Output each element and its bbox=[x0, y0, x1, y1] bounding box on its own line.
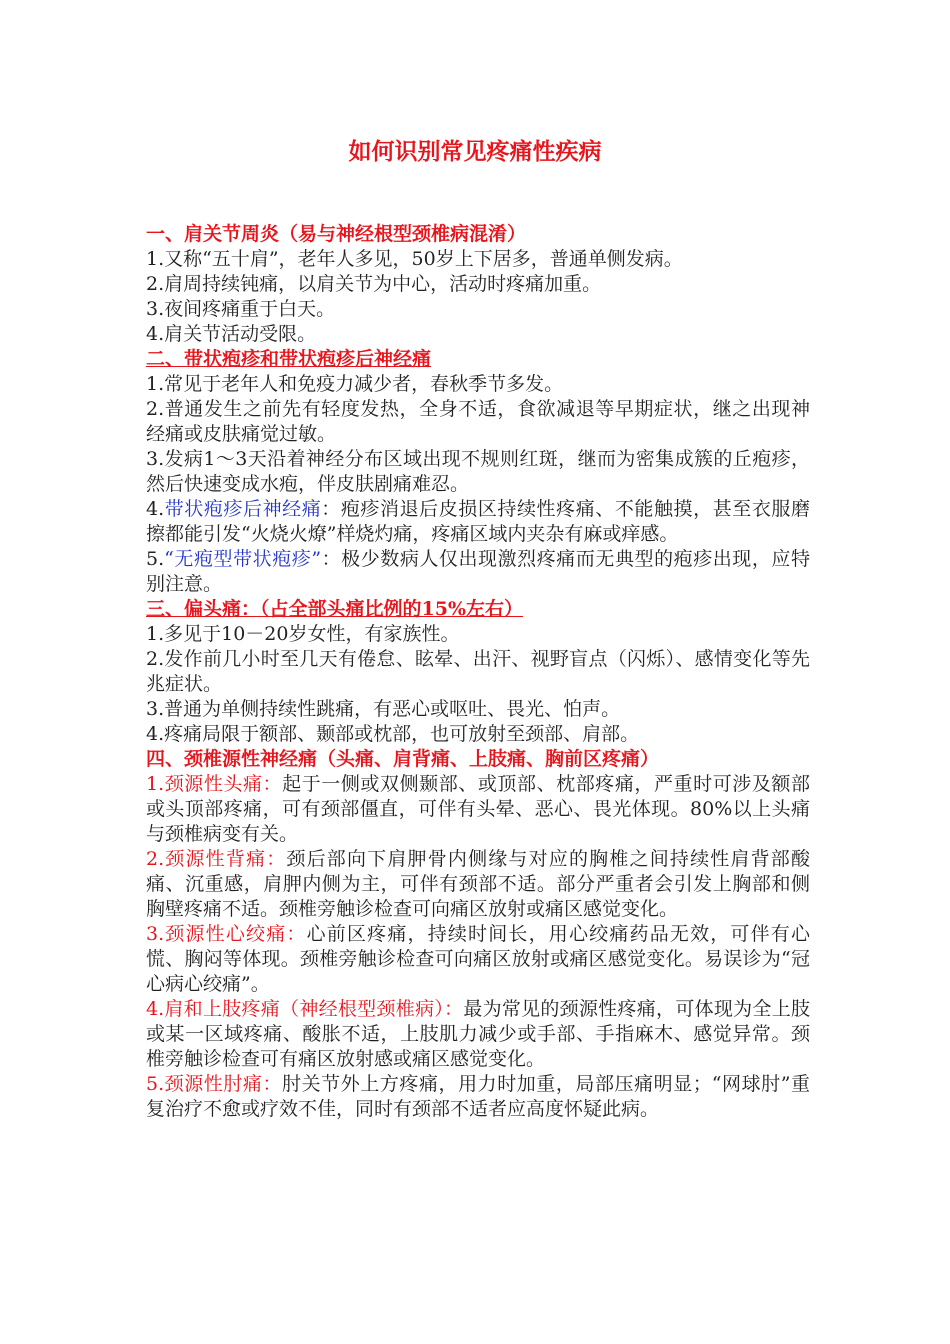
section-3-heading: 三、偏头痛：（占全部头痛比例的15%左右） bbox=[146, 598, 523, 620]
section-4-item-3-text: 心前区疼痛，持续时间长，用心绞痛药品无效，可伴有心慌、胸闷等体现。颈椎旁触诊检查可向痛区放射或痛区感觉变化。易误诊为“冠心病心绞痛”。 bbox=[146, 923, 810, 995]
section-1-heading: 一、肩关节周炎（易与神经根型颈椎病混淆） bbox=[146, 223, 527, 245]
section-4-heading: 四、颈椎源性神经痛（头痛、肩背痛、上肢痛、胸前区疼痛） bbox=[146, 748, 660, 770]
section-2-item-4 bbox=[146, 497, 810, 547]
section-2-item-2: 2.普通发生之前先有轻度发热，全身不适，食欲减退等早期症状，继之出现神经痛或皮肤痛觉过敏。 bbox=[146, 398, 810, 445]
section-3-item-3: 3.普通为单侧持续性跳痛，有恶心或呕吐、畏光、怕声。 bbox=[146, 698, 621, 720]
section-4-item-3-label: 3.颈源性心绞痛： bbox=[146, 923, 307, 945]
section-4-item-5-text: 肘关节外上方疼痛，用力时加重，局部压痛明显；“网球肘”重复治疗不愈或疗效不佳，同时有颈部不适者应高度怀疑此病。 bbox=[146, 1073, 810, 1120]
section-4-item-1-text: 起于一侧或双侧颞部、或顶部、枕部疼痛，严重时可涉及额部或头顶部疼痛，可有颈部僵直，可伴有头晕、恶心、畏光体现。80%以上头痛与颈椎病变有关。 bbox=[146, 773, 810, 845]
document-body bbox=[146, 222, 810, 1122]
section-4-item-4-text: 最为常见的颈源性疼痛，可体现为全上肢或某一区域疼痛、酸胀不适，上肢肌力减少或手部、手指麻木、感觉异常。颈椎旁触诊检查可有痛区放射感或痛区感觉变化。 bbox=[146, 998, 810, 1070]
document-title: 如何识别常见疼痛性疾病 bbox=[348, 138, 602, 165]
section-1-item-1: 1.又称“五十肩”，老年人多见，50岁上下居多，普通单侧发病。 bbox=[146, 248, 683, 270]
section-4-item-5-label: 5.颈源性肘痛： bbox=[146, 1073, 283, 1095]
section-2-item-4-label: 带状疱疹后神经痛 bbox=[164, 498, 322, 520]
section-3-item-1: 1.多见于10－20岁女性，有家族性。 bbox=[146, 623, 460, 645]
section-2-heading: 二、带状疱疹和带状疱疹后神经痛 bbox=[146, 348, 432, 370]
section-4-item-4 bbox=[146, 997, 810, 1072]
section-2-item-5-text: ：极少数病人仅出现激烈疼痛而无典型的疱疹出现，应特别注意。 bbox=[146, 548, 810, 595]
section-4-item-2 bbox=[146, 847, 810, 922]
section-4-item-5 bbox=[146, 1072, 810, 1122]
section-2-item-5-num: 5. bbox=[146, 548, 165, 570]
section-3-item-2: 2.发作前几小时至几天有倦怠、眩晕、出汗、视野盲点（闪烁）、感情变化等先兆症状。 bbox=[146, 648, 810, 695]
section-2-item-4-num: 4. bbox=[146, 498, 165, 520]
section-4-item-1 bbox=[146, 772, 810, 847]
section-2-item-1: 1.常见于老年人和免疫力减少者，春秋季节多发。 bbox=[146, 373, 564, 395]
section-4-item-1-label: 1.颈源性头痛： bbox=[146, 773, 283, 795]
section-2-item-3: 3.发病1～3天沿着神经分布区域出现不规则红斑，继而为密集成簇的丘疱疹，然后快速变成水疱，伴皮肤剧痛难忍。 bbox=[146, 448, 810, 495]
section-2-item-4-text: ：疱疹消退后皮损区持续性疼痛、不能触摸，甚至衣服磨擦都能引发“火烧火燎”样烧灼痛，疼痛区域内夹杂有麻或痒感。 bbox=[146, 498, 810, 545]
section-3-item-4: 4.疼痛局限于额部、颞部或枕部，也可放射至颈部、肩部。 bbox=[146, 723, 640, 745]
section-1-item-4: 4.肩关节活动受限。 bbox=[146, 323, 317, 345]
section-1-item-2: 2.肩周持续钝痛，以肩关节为中心，活动时疼痛加重。 bbox=[146, 273, 602, 295]
section-4-item-2-text: 颈后部向下肩胛骨内侧缘与对应的胸椎之间持续性肩背部酸痛、沉重感，肩胛内侧为主，可伴有颈部不适。部分严重者会引发上胸部和侧胸壁疼痛不适。颈椎旁触诊检查可向痛区放射或痛区感觉变化。 bbox=[146, 848, 810, 920]
section-4-item-2-label: 2.颈源性背痛： bbox=[146, 848, 287, 870]
section-4-item-3 bbox=[146, 922, 810, 997]
section-2-item-5-label: “无疱型带状疱疹” bbox=[164, 548, 322, 570]
section-4-item-4-label: 4.肩和上肢疼痛（神经根型颈椎病）： bbox=[146, 998, 464, 1020]
section-2-item-5 bbox=[146, 547, 810, 597]
section-1-item-3: 3.夜间疼痛重于白天。 bbox=[146, 298, 336, 320]
